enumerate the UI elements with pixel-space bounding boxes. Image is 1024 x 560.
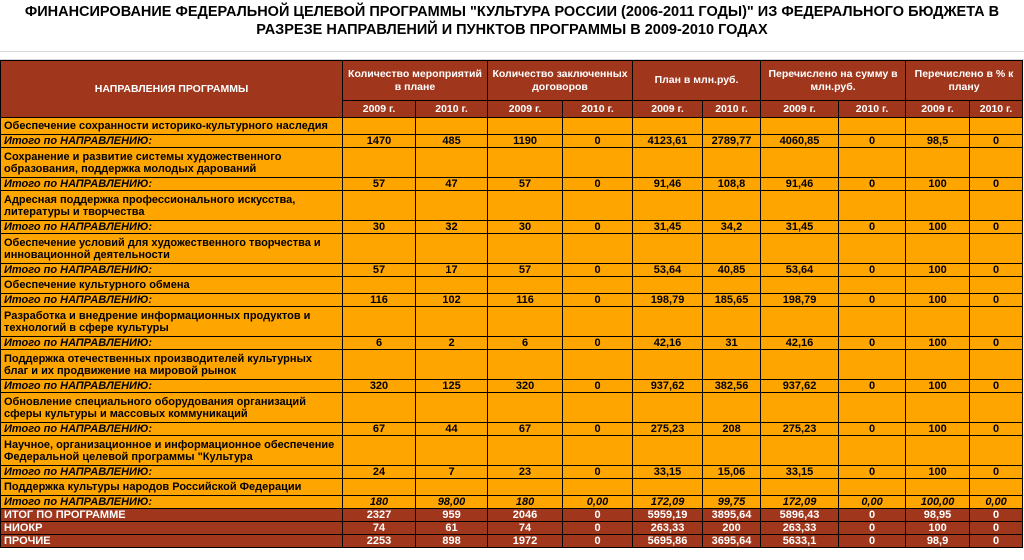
total-value: 42,16	[633, 337, 703, 350]
empty-cell	[416, 191, 488, 221]
empty-cell	[839, 148, 906, 178]
empty-cell	[970, 350, 1023, 380]
total-value: 100	[906, 337, 970, 350]
total-value: 0	[970, 466, 1023, 479]
total-label: Итого по НАПРАВЛЕНИЮ:	[1, 496, 343, 509]
total-value: 0	[563, 221, 633, 234]
total-row	[1, 178, 1023, 191]
empty-cell	[970, 479, 1023, 496]
total-value: 208	[703, 423, 761, 436]
total-value: 100	[906, 294, 970, 307]
section-name: Научное, организационное и информационное обеспечение Федеральной целевой программы "Культура	[1, 436, 343, 466]
section-name: Сохранение и развитие системы художественного образования, поддержка молодых дарований	[1, 148, 343, 178]
total-value: 0	[970, 380, 1023, 393]
total-row	[1, 380, 1023, 393]
total-label: Итого по НАПРАВЛЕНИЮ:	[1, 294, 343, 307]
total-value: 31,45	[761, 221, 839, 234]
empty-cell	[703, 307, 761, 337]
empty-cell	[488, 479, 563, 496]
total-value: 4123,61	[633, 135, 703, 148]
total-value: 17	[416, 264, 488, 277]
year-header: 2009 г.	[906, 101, 970, 118]
empty-cell	[343, 277, 416, 294]
empty-cell	[839, 277, 906, 294]
funding-table	[0, 60, 1023, 548]
total-value: 0	[839, 264, 906, 277]
summary-value: 263,33	[761, 522, 839, 535]
year-header: 2010 г.	[839, 101, 906, 118]
empty-cell	[488, 436, 563, 466]
header-transferred-percent: Перечислено в % к плану	[906, 61, 1023, 101]
summary-value: 3895,64	[703, 509, 761, 522]
empty-cell	[906, 350, 970, 380]
summary-value: 74	[343, 522, 416, 535]
total-value: 2	[416, 337, 488, 350]
year-header: 2009 г.	[761, 101, 839, 118]
total-value: 0	[839, 423, 906, 436]
total-value: 320	[343, 380, 416, 393]
total-value: 0	[563, 466, 633, 479]
section-name: Разработка и внедрение информационных продуктов и технологий в сфере культуры	[1, 307, 343, 337]
total-value: 7	[416, 466, 488, 479]
total-value: 108,8	[703, 178, 761, 191]
total-value: 0	[970, 423, 1023, 436]
header-planned-events: Количество мероприятий в плане	[343, 61, 488, 101]
section-name: Обеспечение сохранности историко-культурного наследия	[1, 118, 343, 135]
summary-value: 5896,43	[761, 509, 839, 522]
summary-value: 3695,64	[703, 535, 761, 548]
total-value: 99,75	[703, 496, 761, 509]
empty-cell	[703, 393, 761, 423]
empty-cell	[343, 479, 416, 496]
summary-value: 2327	[343, 509, 416, 522]
total-value: 0	[839, 221, 906, 234]
empty-cell	[703, 191, 761, 221]
empty-cell	[839, 393, 906, 423]
empty-cell	[343, 191, 416, 221]
empty-cell	[839, 479, 906, 496]
summary-label: НИОКР	[1, 522, 343, 535]
empty-cell	[416, 148, 488, 178]
total-value: 0	[563, 423, 633, 436]
total-value: 172,09	[761, 496, 839, 509]
empty-cell	[970, 191, 1023, 221]
empty-cell	[761, 350, 839, 380]
summary-value: 0	[563, 522, 633, 535]
summary-value: 2046	[488, 509, 563, 522]
total-value: 47	[416, 178, 488, 191]
header-directions: НАПРАВЛЕНИЯ ПРОГРАММЫ	[1, 61, 343, 118]
empty-cell	[563, 307, 633, 337]
empty-cell	[906, 307, 970, 337]
section-name: Обновление специального оборудования организаций сферы культуры и массовых коммуникаций	[1, 393, 343, 423]
total-value: 67	[488, 423, 563, 436]
empty-cell	[343, 148, 416, 178]
empty-cell	[416, 436, 488, 466]
total-value: 57	[343, 178, 416, 191]
empty-cell	[703, 118, 761, 135]
total-value: 0	[970, 135, 1023, 148]
total-row	[1, 294, 1023, 307]
total-value: 57	[343, 264, 416, 277]
empty-cell	[488, 350, 563, 380]
title-line-1: ФИНАНСИРОВАНИЕ ФЕДЕРАЛЬНОЙ ЦЕЛЕВОЙ ПРОГРАММЫ "КУЛЬТУРА РОССИИ (2006-2011 ГОДЫ)" ИЗ ФЕДЕРАЛЬНОГО БЮДЖЕТА В	[24, 4, 1000, 20]
total-value: 31	[703, 337, 761, 350]
empty-cell	[906, 277, 970, 294]
total-value: 31,45	[633, 221, 703, 234]
empty-cell	[970, 393, 1023, 423]
summary-value: 61	[416, 522, 488, 535]
empty-cell	[416, 350, 488, 380]
total-value: 4060,85	[761, 135, 839, 148]
summary-value: 0	[563, 509, 633, 522]
total-value: 24	[343, 466, 416, 479]
empty-cell	[633, 277, 703, 294]
total-value: 0	[839, 294, 906, 307]
summary-value: 0	[970, 509, 1023, 522]
empty-cell	[839, 234, 906, 264]
empty-cell	[488, 148, 563, 178]
empty-cell	[970, 307, 1023, 337]
empty-cell	[416, 393, 488, 423]
section-name: Обеспечение условий для художественного творчества и инновационной деятельности	[1, 234, 343, 264]
total-row	[1, 337, 1023, 350]
total-value: 34,2	[703, 221, 761, 234]
section-name: Адресная поддержка профессионального искусства, литературы и творчества	[1, 191, 343, 221]
section-name: Поддержка культуры народов Российской Федерации	[1, 479, 343, 496]
empty-cell	[563, 277, 633, 294]
empty-cell	[970, 436, 1023, 466]
total-label: Итого по НАПРАВЛЕНИЮ:	[1, 337, 343, 350]
total-label: Итого по НАПРАВЛЕНИЮ:	[1, 380, 343, 393]
total-value: 2789,77	[703, 135, 761, 148]
total-value: 57	[488, 178, 563, 191]
empty-cell	[703, 479, 761, 496]
empty-cell	[343, 350, 416, 380]
empty-cell	[761, 393, 839, 423]
total-row	[1, 264, 1023, 277]
empty-cell	[906, 393, 970, 423]
total-value: 125	[416, 380, 488, 393]
empty-cell	[970, 277, 1023, 294]
empty-cell	[563, 436, 633, 466]
total-label: Итого по НАПРАВЛЕНИЮ:	[1, 221, 343, 234]
total-value: 30	[343, 221, 416, 234]
total-value: 100	[906, 466, 970, 479]
empty-cell	[488, 277, 563, 294]
total-value: 98,00	[416, 496, 488, 509]
section-name: Поддержка отечественных производителей культурных благ и их продвижение на мировой рынок	[1, 350, 343, 380]
empty-cell	[633, 436, 703, 466]
total-value: 0,00	[839, 496, 906, 509]
empty-cell	[703, 148, 761, 178]
total-value: 98,5	[906, 135, 970, 148]
summary-value: 898	[416, 535, 488, 548]
empty-cell	[761, 479, 839, 496]
empty-cell	[633, 191, 703, 221]
total-value: 180	[343, 496, 416, 509]
header-plan: План в млн.руб.	[633, 61, 761, 101]
empty-cell	[563, 118, 633, 135]
empty-cell	[703, 234, 761, 264]
total-value: 100	[906, 178, 970, 191]
total-value: 275,23	[761, 423, 839, 436]
header-transferred: Перечислено на сумму в млн.руб.	[761, 61, 906, 101]
total-value: 33,15	[761, 466, 839, 479]
total-value: 0	[563, 380, 633, 393]
total-value: 100	[906, 221, 970, 234]
total-value: 198,79	[761, 294, 839, 307]
summary-value: 0	[839, 522, 906, 535]
summary-value: 2253	[343, 535, 416, 548]
total-label: Итого по НАПРАВЛЕНИЮ:	[1, 264, 343, 277]
total-value: 275,23	[633, 423, 703, 436]
empty-cell	[633, 148, 703, 178]
year-header: 2010 г.	[970, 101, 1023, 118]
empty-cell	[703, 436, 761, 466]
total-value: 116	[488, 294, 563, 307]
empty-cell	[343, 307, 416, 337]
empty-cell	[906, 234, 970, 264]
total-value: 102	[416, 294, 488, 307]
total-label: Итого по НАПРАВЛЕНИЮ:	[1, 178, 343, 191]
summary-value: 0	[970, 535, 1023, 548]
total-value: 0	[839, 380, 906, 393]
empty-cell	[970, 148, 1023, 178]
section-row	[1, 307, 1023, 337]
empty-cell	[839, 436, 906, 466]
summary-value: 98,9	[906, 535, 970, 548]
total-value: 44	[416, 423, 488, 436]
total-value: 15,06	[703, 466, 761, 479]
empty-cell	[839, 191, 906, 221]
total-value: 0	[563, 178, 633, 191]
empty-cell	[633, 479, 703, 496]
header-row	[1, 61, 1023, 101]
total-value: 100	[906, 264, 970, 277]
total-value: 33,15	[633, 466, 703, 479]
empty-cell	[906, 436, 970, 466]
empty-cell	[839, 307, 906, 337]
total-value: 100	[906, 423, 970, 436]
empty-cell	[563, 350, 633, 380]
total-value: 100,00	[906, 496, 970, 509]
total-value: 30	[488, 221, 563, 234]
empty-cell	[761, 277, 839, 294]
summary-value: 100	[906, 522, 970, 535]
year-header: 2010 г.	[703, 101, 761, 118]
total-value: 180	[488, 496, 563, 509]
total-value: 485	[416, 135, 488, 148]
summary-row	[1, 535, 1023, 548]
year-header: 2010 г.	[563, 101, 633, 118]
summary-value: 0	[839, 535, 906, 548]
total-value: 42,16	[761, 337, 839, 350]
summary-value: 0	[970, 522, 1023, 535]
empty-cell	[906, 118, 970, 135]
total-value: 185,65	[703, 294, 761, 307]
total-label: Итого по НАПРАВЛЕНИЮ:	[1, 135, 343, 148]
section-row	[1, 234, 1023, 264]
summary-value: 98,95	[906, 509, 970, 522]
empty-cell	[633, 393, 703, 423]
total-value: 53,64	[633, 264, 703, 277]
summary-value: 5633,1	[761, 535, 839, 548]
empty-cell	[416, 479, 488, 496]
total-value: 91,46	[633, 178, 703, 191]
total-row	[1, 496, 1023, 509]
header-contracts: Количество заключенных договоров	[488, 61, 633, 101]
empty-cell	[343, 393, 416, 423]
empty-cell	[839, 118, 906, 135]
section-row	[1, 148, 1023, 178]
page-title	[0, 0, 1024, 44]
total-value: 40,85	[703, 264, 761, 277]
total-value: 0	[970, 264, 1023, 277]
total-value: 1470	[343, 135, 416, 148]
title-line-2: РАЗРЕЗЕ НАПРАВЛЕНИЙ И ПУНКТОВ ПРОГРАММЫ В 2009-2010 ГОДАХ	[256, 22, 768, 38]
empty-cell	[488, 191, 563, 221]
total-row	[1, 466, 1023, 479]
total-value: 0	[563, 135, 633, 148]
empty-cell	[343, 234, 416, 264]
empty-cell	[761, 191, 839, 221]
empty-cell	[970, 118, 1023, 135]
empty-cell	[633, 350, 703, 380]
total-value: 67	[343, 423, 416, 436]
year-header: 2009 г.	[343, 101, 416, 118]
empty-cell	[761, 148, 839, 178]
empty-cell	[488, 307, 563, 337]
total-value: 6	[488, 337, 563, 350]
summary-row	[1, 522, 1023, 535]
section-row	[1, 191, 1023, 221]
section-row	[1, 118, 1023, 135]
empty-cell	[416, 307, 488, 337]
empty-cell	[906, 479, 970, 496]
total-value: 937,62	[761, 380, 839, 393]
summary-value: 5959,19	[633, 509, 703, 522]
empty-cell	[761, 436, 839, 466]
empty-sheet-rows	[0, 44, 1024, 60]
summary-label: ПРОЧИЕ	[1, 535, 343, 548]
empty-cell	[633, 307, 703, 337]
total-value: 6	[343, 337, 416, 350]
empty-cell	[839, 350, 906, 380]
total-value: 0	[970, 178, 1023, 191]
empty-cell	[563, 148, 633, 178]
total-value: 0,00	[970, 496, 1023, 509]
summary-value: 74	[488, 522, 563, 535]
total-value: 0	[970, 221, 1023, 234]
year-header: 2010 г.	[416, 101, 488, 118]
empty-cell	[970, 234, 1023, 264]
total-value: 91,46	[761, 178, 839, 191]
total-label: Итого по НАПРАВЛЕНИЮ:	[1, 466, 343, 479]
empty-cell	[761, 118, 839, 135]
total-value: 0	[839, 178, 906, 191]
summary-row	[1, 509, 1023, 522]
empty-cell	[906, 148, 970, 178]
empty-cell	[761, 307, 839, 337]
total-value: 937,62	[633, 380, 703, 393]
summary-value: 5695,86	[633, 535, 703, 548]
summary-label: ИТОГ ПО ПРОГРАММЕ	[1, 509, 343, 522]
summary-value: 200	[703, 522, 761, 535]
total-value: 198,79	[633, 294, 703, 307]
summary-value: 0	[839, 509, 906, 522]
empty-cell	[563, 191, 633, 221]
total-value: 0	[563, 264, 633, 277]
empty-cell	[416, 118, 488, 135]
empty-cell	[563, 479, 633, 496]
total-value: 0	[970, 294, 1023, 307]
total-value: 0	[839, 466, 906, 479]
total-value: 116	[343, 294, 416, 307]
section-name: Обеспечение культурного обмена	[1, 277, 343, 294]
empty-cell	[343, 118, 416, 135]
empty-cell	[563, 393, 633, 423]
summary-value: 959	[416, 509, 488, 522]
total-label: Итого по НАПРАВЛЕНИЮ:	[1, 423, 343, 436]
total-value: 0,00	[563, 496, 633, 509]
table-body	[1, 118, 1023, 548]
empty-cell	[906, 191, 970, 221]
year-header: 2009 г.	[633, 101, 703, 118]
empty-cell	[488, 118, 563, 135]
empty-cell	[488, 234, 563, 264]
summary-value: 0	[563, 535, 633, 548]
empty-cell	[563, 234, 633, 264]
total-value: 0	[563, 294, 633, 307]
total-value: 32	[416, 221, 488, 234]
year-header: 2009 г.	[488, 101, 563, 118]
empty-cell	[343, 436, 416, 466]
total-value: 0	[839, 337, 906, 350]
section-row	[1, 350, 1023, 380]
section-row	[1, 393, 1023, 423]
total-value: 0	[970, 337, 1023, 350]
total-value: 100	[906, 380, 970, 393]
section-row	[1, 479, 1023, 496]
section-row	[1, 277, 1023, 294]
total-value: 0	[839, 135, 906, 148]
total-value: 53,64	[761, 264, 839, 277]
total-row	[1, 135, 1023, 148]
empty-cell	[703, 350, 761, 380]
total-value: 57	[488, 264, 563, 277]
total-value: 320	[488, 380, 563, 393]
empty-cell	[488, 393, 563, 423]
total-value: 382,56	[703, 380, 761, 393]
total-value: 1190	[488, 135, 563, 148]
total-value: 172,09	[633, 496, 703, 509]
empty-cell	[416, 234, 488, 264]
total-row	[1, 423, 1023, 436]
empty-cell	[416, 277, 488, 294]
section-row	[1, 436, 1023, 466]
total-value: 0	[563, 337, 633, 350]
total-value: 23	[488, 466, 563, 479]
summary-value: 263,33	[633, 522, 703, 535]
empty-cell	[633, 234, 703, 264]
summary-value: 1972	[488, 535, 563, 548]
empty-cell	[633, 118, 703, 135]
empty-cell	[761, 234, 839, 264]
total-row	[1, 221, 1023, 234]
empty-cell	[703, 277, 761, 294]
